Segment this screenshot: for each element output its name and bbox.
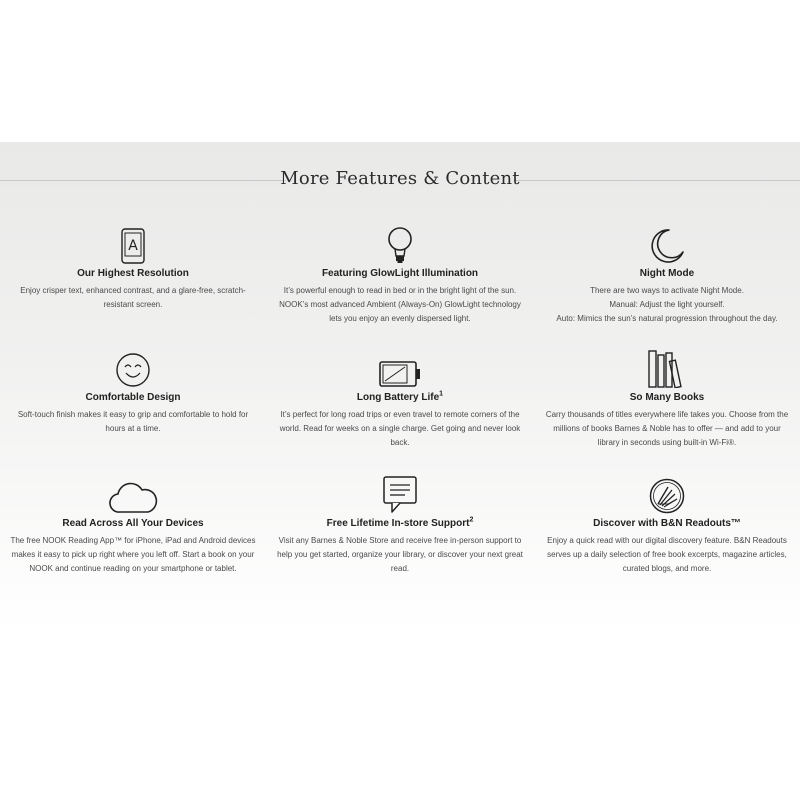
feature-description: Soft-touch finish makes it easy to grip and comfortable to hold for hours at a time. [17, 410, 249, 433]
footnote-marker: 1 [439, 390, 444, 398]
feature-night-mode [534, 224, 800, 326]
moon-icon [649, 228, 685, 264]
footnote-marker: 2 [469, 516, 474, 524]
feature-title [267, 517, 533, 531]
feature-description: Enjoy a quick read with our digital discovery feature. B&N Readouts serves up a daily selection of free book excerpts, magazine articles, curated blogs, and more. [547, 536, 787, 573]
feature-title: Featuring GlowLight Illumination [321, 268, 479, 279]
feature-title: Our Highest Resolution [77, 268, 189, 279]
feature-description [534, 284, 800, 326]
feature-glowlight [267, 224, 533, 326]
battery-icon [379, 360, 421, 388]
section-title: More Features & Content [280, 168, 520, 189]
feature-so-many-books [534, 348, 800, 450]
feature-description: It’s powerful enough to read in bed or in the bright light of the sun. NOOK’s most advanced Ambient (Always-On) GlowLight technology lets you enjoy an evenly dispersed light. [279, 286, 521, 323]
feature-title: Read Across All Your Devices [62, 518, 204, 529]
feature-title [267, 391, 533, 405]
chat-bubble-icon [383, 476, 417, 514]
feature-title: So Many Books [629, 392, 705, 403]
feature-title: Comfortable Design [85, 392, 181, 403]
feature-readouts [534, 474, 800, 576]
a-screen-icon [120, 228, 146, 264]
feature-description: The free NOOK Reading App™ for iPhone, iPad and Android devices makes it easy to pick up right where you left off. Start a book on your NOOK and continue reading on your smartphone or tablet. [10, 536, 256, 573]
feature-instore-support [267, 474, 533, 576]
smiley-icon [115, 352, 151, 388]
feature-description: It’s perfect for long road trips or even travel to remote corners of the world. Read for weeks on a single charge. Get going and never look back. [279, 410, 521, 447]
feature-read-across-devices [0, 474, 266, 576]
readouts-logo-icon [649, 478, 685, 514]
cloud-icon [108, 480, 158, 514]
feature-title: Discover with B&N Readouts™ [593, 518, 741, 529]
feature-description: Carry thousands of titles everywhere life takes you. Choose from the millions of books Barnes & Noble has to offer — and add to your library in seconds using built-in Wi-Fi®. [545, 410, 789, 447]
feature-battery-life [267, 348, 533, 450]
feature-comfortable-design [0, 348, 266, 436]
night-mode-line: Manual: Adjust the light yourself. [609, 300, 725, 309]
feature-title-text: Long Battery Life [356, 392, 440, 403]
svg-text:A: A [128, 238, 138, 254]
night-mode-line: Auto: Mimics the sun’s natural progression throughout the day. [556, 314, 778, 323]
feature-title-text: Free Lifetime In-store Support [326, 518, 470, 529]
feature-title: Night Mode [639, 268, 695, 279]
lightbulb-icon [386, 226, 414, 264]
feature-description: Enjoy crisper text, enhanced contrast, and a glare-free, scratch-resistant screen. [20, 286, 246, 309]
feature-highest-resolution [0, 224, 266, 312]
books-icon [647, 350, 687, 388]
night-mode-line: There are two ways to activate Night Mode. [590, 286, 744, 295]
feature-description: Visit any Barnes & Noble Store and receive free in-person support to help you get started, organize your library, or discover your next great read. [277, 536, 523, 573]
